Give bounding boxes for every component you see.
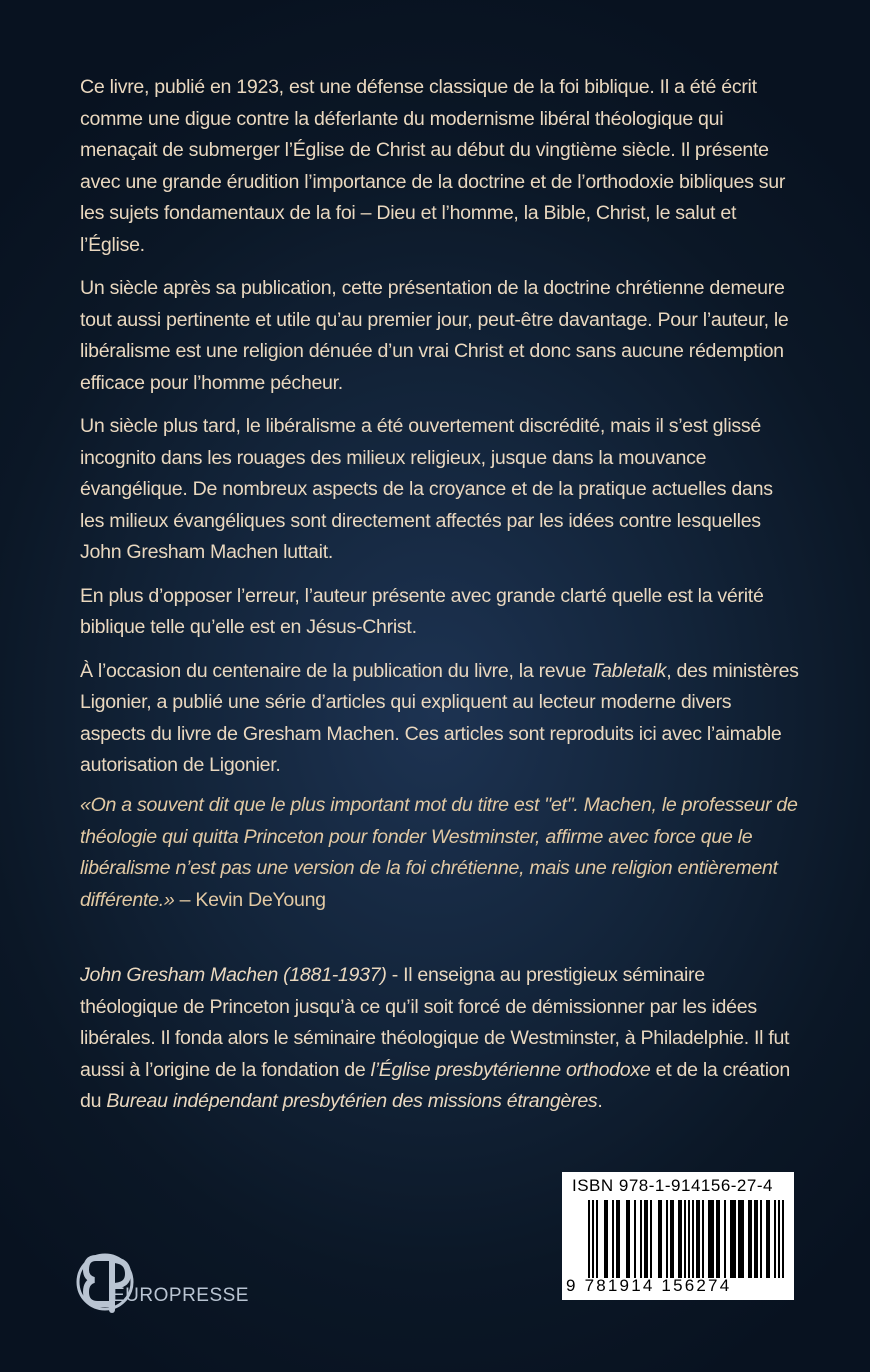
bio-italic-2: Bureau indépendant presbytérien des missions étrangères [106,1090,598,1112]
blurb-paragraph-3: Un siècle plus tard, le libéralisme a été ouvertement discrédité, mais il s’est glissé incognito dans les rouages des milieux religieux, jusque dans la mouvance évangélique. De nombreux aspects de la croyance et de la pratique actuelles dans les milieux évangéliques sont directement affectés par les idées contre lesquelles John Gresham Machen luttait. [80,415,773,563]
bio-text-3: . [597,1090,603,1112]
quote-attribution: – Kevin DeYoung [174,888,326,911]
blurb-paragraph-4: En plus d’opposer l’erreur, l’auteur présente avec grande clarté quelle est la vérité biblique telle qu’elle est en Jésus-Christ. [80,584,764,638]
blurb-paragraph-5 [80,656,800,782]
author-bio [80,960,800,1118]
logo-letters: EP [88,1288,90,1289]
ep-logo-icon [72,1248,272,1318]
paragraph-5-start: À l’occasion du centenaire de la publication du livre, la revue [80,659,592,682]
isbn-barcode [562,1172,794,1300]
barcode-bars [588,1200,784,1278]
paragraph-5-end: , des ministères Ligonier, a publié une série d’articles qui expliquent au lecteur moderne divers aspects du livre de Gresham Machen. Ces articles sont reproduits ici avec l’aimable autorisation de Ligonier. [80,659,799,776]
isbn-label: ISBN 978-1-914156-27-4 [572,1176,773,1195]
bio-text-2: et de la création du [80,1058,790,1112]
quote-text: «On a souvent dit que le plus important mot du titre est "et". Machen, le professeur de théologie qui quitta Princeton pour fonder Westminster, affirme avec force que le libéralisme n’est pas une version de la foi chrétienne, mais une religion entièrement différente.» [80,794,798,911]
publisher-name: EUROPRESSE [112,1285,249,1306]
europresse-logo [72,1248,272,1318]
blurb-paragraph-2: Un siècle après sa publication, cette présentation de la doctrine chrétienne demeure tout aussi pertinente et utile qu’au premier jour, peut-être davantage. Pour l’auteur, le libéralisme est une religion dénuée d’un vrai Christ et donc sans aucune rédemption efficace pour l’homme pécheur. [80,277,789,394]
author-name: John Gresham Machen (1881-1937) [80,964,387,986]
blurb-paragraph-1: Ce livre, publié en 1923, est une défense classique de la foi biblique. Il a été écrit comme une digue contre la déferlante du modernisme libéral théologique qui menaçait de submerger l’Église de Christ au début du vingtième siècle. Il présente avec une grande érudition l’importance de la doctrine et de l’orthodoxie bibliques sur les sujets fondamentaux de la foi – Dieu et l’homme, la Bible, Christ, le salut et l’Église. [80,76,786,256]
barcode-digits: 9 781914 156274 [566,1276,732,1295]
tabletalk-title: Tabletalk [591,659,667,682]
bio-text-1: - Il enseigna au prestigieux séminaire théologique de Princeton jusqu’à ce qu’il soit forcé de démissionner par les idées libérales. Il fonda alors le séminaire théologique de Westminster, à Philadelphie. Il fut aussi à l’origine de la fondation de [80,964,790,1081]
bio-italic-1: l’Église presbytérienne orthodoxe [370,1058,651,1081]
blurb [80,72,800,794]
endorsement-quote [80,790,800,916]
